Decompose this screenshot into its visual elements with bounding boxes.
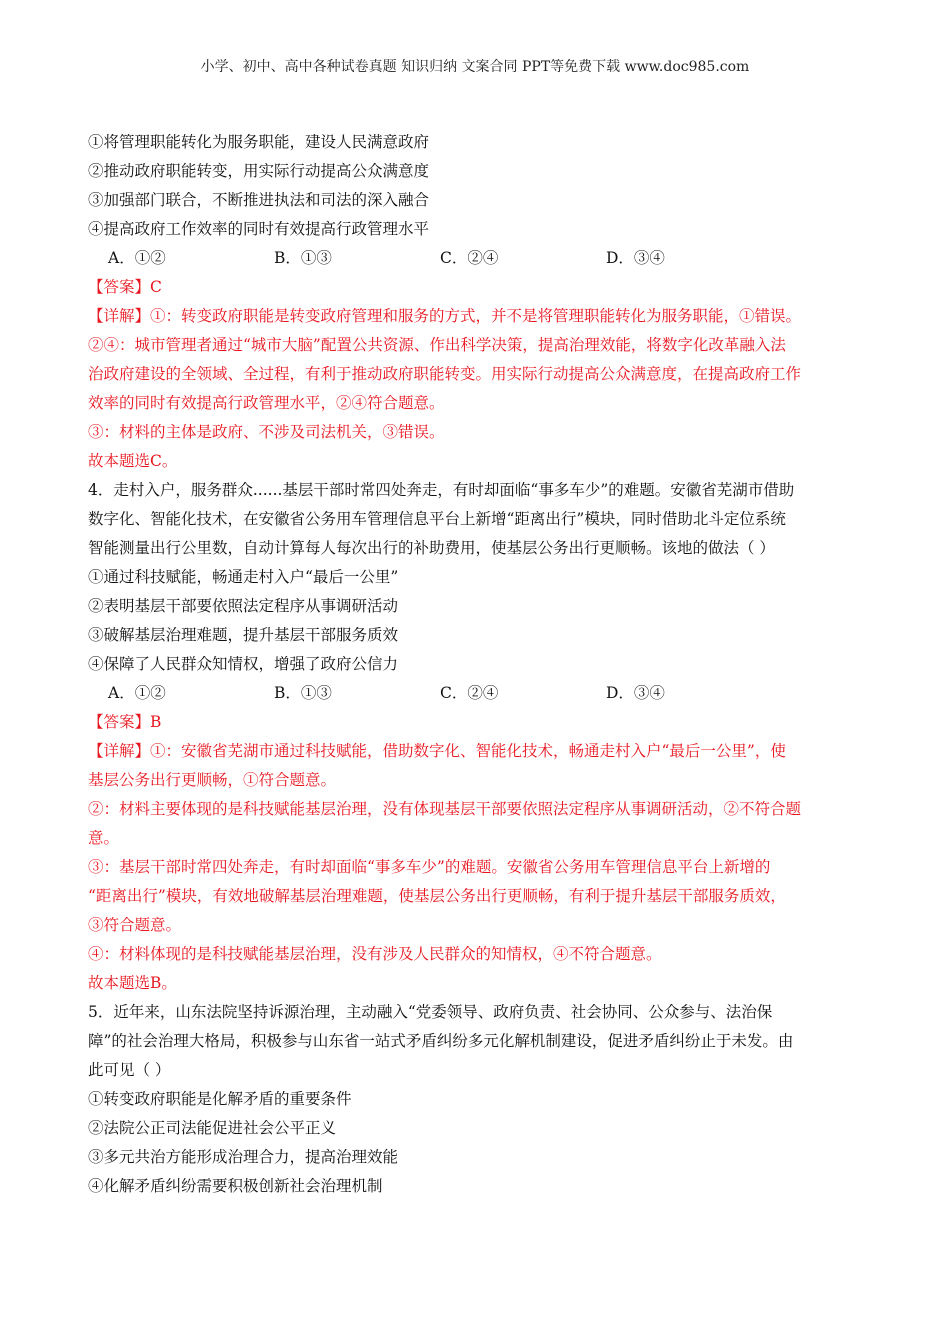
q5-stem-line-1: 5．近年来，山东法院坚持诉源治理，主动融入“党委领导、政府负责、社会协同、公众参与、法治保 bbox=[88, 1003, 773, 1021]
q4-detail-line-1: 【详解】①：安徽省芜湖市通过科技赋能，借助数字化、智能化技术，畅通走村入户“最后一公里”，使 bbox=[88, 742, 786, 760]
q4-options bbox=[88, 679, 860, 708]
q5-stem-line-3: 此可见（ ） bbox=[88, 1061, 171, 1079]
q5-stem-line-2: 障”的社会治理大格局，积极参与山东省一站式矛盾纠纷多元化解机制建设，促进矛盾纠纷止于未发。由 bbox=[88, 1032, 794, 1050]
q5-item-3: ③多元共治方能形成治理合力，提高治理效能 bbox=[88, 1148, 399, 1166]
q4-stem-line-1: 4．走村入户，服务群众......基层干部时常四处奔走，有时却面临“事多车少”的难题。安徽省芜湖市借助 bbox=[88, 481, 795, 499]
q4-detail-line-3: ②：材料主要体现的是科技赋能基层治理，没有体现基层干部要依照法定程序从事调研活动，②不符合题 bbox=[88, 800, 802, 818]
q4-detail-line-7: ③符合题意。 bbox=[88, 916, 182, 934]
q4-option-d: D．③④ bbox=[606, 684, 665, 702]
q3-detail-line-2: ②④：城市管理者通过“城市大脑”配置公共资源、作出科学决策，提高治理效能，将数字化改革融入法 bbox=[88, 336, 786, 354]
q4-items bbox=[88, 563, 860, 679]
q5-stem bbox=[88, 998, 860, 1085]
q3-detail-line-4: 效率的同时有效提高行政管理水平，②④符合题意。 bbox=[88, 394, 445, 412]
q5-item-4: ④化解矛盾纠纷需要积极创新社会治理机制 bbox=[88, 1177, 383, 1195]
q3-option-b: B．①③ bbox=[274, 249, 332, 267]
q5-items bbox=[88, 1085, 860, 1201]
q3-detail-line-6: 故本题选C。 bbox=[88, 452, 178, 470]
q3-detail-line-5: ③：材料的主体是政府、不涉及司法机关，③错误。 bbox=[88, 423, 445, 441]
q3-items bbox=[88, 128, 860, 244]
q3-item-2: ②推动政府职能转变，用实际行动提高公众满意度 bbox=[88, 162, 430, 180]
q3-item-1: ①将管理职能转化为服务职能，建设人民满意政府 bbox=[88, 133, 430, 151]
q4-stem-line-3: 智能测量出行公里数，自动计算每人每次出行的补助费用，使基层公务出行更顺畅。该地的做法（ ） bbox=[88, 539, 775, 557]
document-body bbox=[88, 128, 860, 1201]
q5-item-2: ②法院公正司法能促进社会公平正义 bbox=[88, 1119, 337, 1137]
q3-option-d: D．③④ bbox=[606, 249, 665, 267]
q4-item-2: ②表明基层干部要依照法定程序从事调研活动 bbox=[88, 597, 399, 615]
q4-detail-line-2: 基层公务出行更顺畅，①符合题意。 bbox=[88, 771, 337, 789]
q4-option-a: A．①② bbox=[108, 684, 166, 702]
q4-detail-line-8: ④：材料体现的是科技赋能基层治理，没有涉及人民群众的知情权，④不符合题意。 bbox=[88, 945, 662, 963]
q4-item-1: ①通过科技赋能，畅通走村入户“最后一公里” bbox=[88, 568, 399, 586]
page-header: 小学、初中、高中各种试卷真题 知识归纳 文案合同 PPT等免费下载 www.doc985.com bbox=[200, 59, 750, 75]
q4-option-c: C．②④ bbox=[440, 684, 499, 702]
q4-stem-line-2: 数字化、智能化技术，在安徽省公务用车管理信息平台上新增“距离出行”模块，同时借助北斗定位系统 bbox=[88, 510, 786, 528]
q3-detail bbox=[88, 302, 860, 476]
q3-options bbox=[88, 244, 860, 273]
q4-stem bbox=[88, 476, 860, 563]
q4-detail-line-5: ③：基层干部时常四处奔走，有时却面临“事多车少”的难题。安徽省公务用车管理信息平台上新增的 bbox=[88, 858, 771, 876]
q3-detail-line-3: 治政府建设的全领域、全过程，有利于推动政府职能转变。用实际行动提高公众满意度，在提高政府工作 bbox=[88, 365, 802, 383]
q3-item-4: ④提高政府工作效率的同时有效提高行政管理水平 bbox=[88, 220, 430, 238]
q4-item-3: ③破解基层治理难题，提升基层干部服务质效 bbox=[88, 626, 399, 644]
q3-item-3: ③加强部门联合，不断推进执法和司法的深入融合 bbox=[88, 191, 430, 209]
q4-answer: 【答案】B bbox=[88, 713, 162, 731]
q3-option-a: A．①② bbox=[108, 249, 166, 267]
q4-detail bbox=[88, 737, 860, 998]
q3-option-c: C．②④ bbox=[440, 249, 499, 267]
q4-option-b: B．①③ bbox=[274, 684, 332, 702]
q4-detail-line-9: 故本题选B。 bbox=[88, 974, 177, 992]
q3-answer: 【答案】C bbox=[88, 278, 162, 296]
q4-item-4: ④保障了人民群众知情权，增强了政府公信力 bbox=[88, 655, 399, 673]
q4-detail-line-6: “距离出行”模块，有效地破解基层治理难题，使基层公务出行更顺畅，有利于提升基层干部服务质效， bbox=[88, 887, 786, 905]
q5-item-1: ①转变政府职能是化解矛盾的重要条件 bbox=[88, 1090, 352, 1108]
q3-detail-line-1: 【详解】①：转变政府职能是转变政府管理和服务的方式，并不是将管理职能转化为服务职能，①错误。 bbox=[88, 307, 802, 325]
q4-detail-line-4: 意。 bbox=[88, 829, 120, 847]
